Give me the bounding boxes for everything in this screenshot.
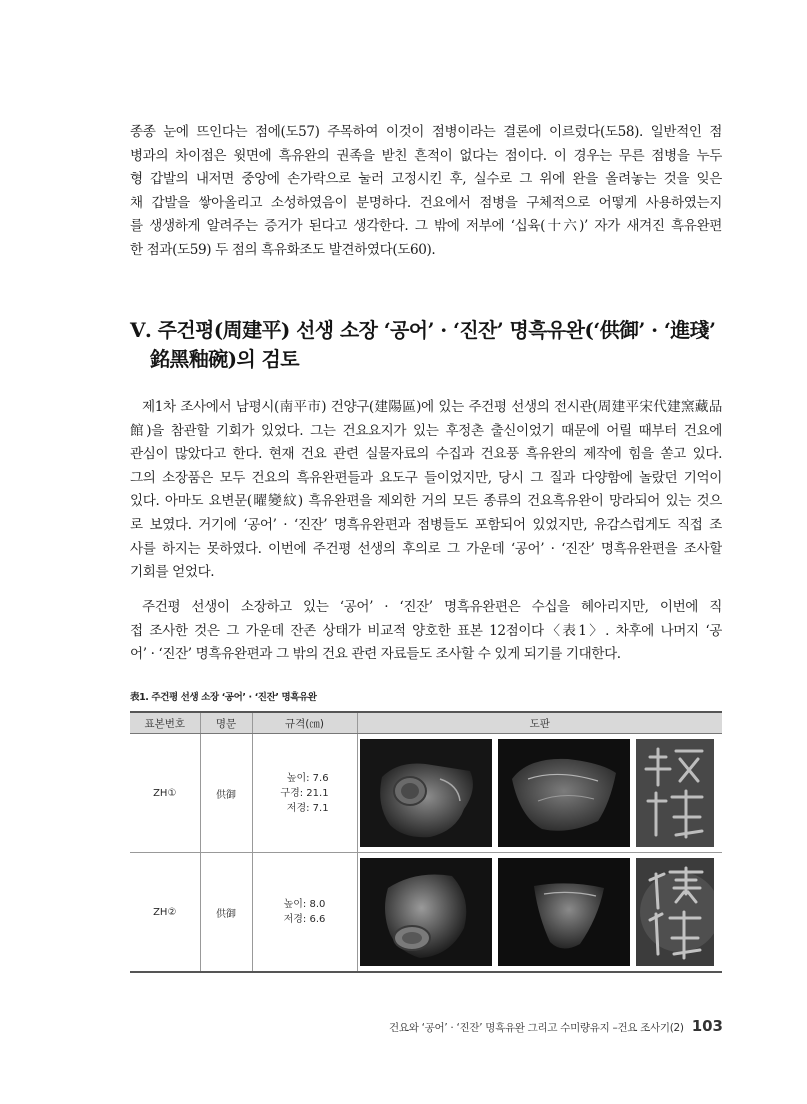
text-line: 관심이 많았다고 한다. 현재 건요 관련 실물자료의 수집과 건요풍 흑유완의 제작에 힘을 쏟고 있다. bbox=[130, 446, 722, 463]
page-number: 103 bbox=[691, 1017, 723, 1035]
text-line: 館)을 참관할 기회가 있었다. 그는 건요요지가 있는 후정촌 출신이었기 때문에 어릴 때부터 건요에 bbox=[130, 422, 722, 439]
text-line: 를 생생하게 알려주는 증거가 된다고 생각한다. 그 밖에 저부에 ‘십육(十六)’ 자가 새겨진 흑유완편 bbox=[130, 218, 722, 235]
page-footer bbox=[389, 1017, 723, 1035]
body-paragraph-1 bbox=[130, 121, 722, 263]
text-line: 접 조사한 것은 그 가운데 잔존 상태가 비교적 양호한 표본 12점이다〈表1〉. 차후에 나머지 ‘공 bbox=[130, 622, 722, 639]
text-line: 제1차 조사에서 남평시(南平市) 건양구(建陽區)에 있는 주건평 선생의 전시관(周建平宋代建窯藏品 bbox=[142, 399, 722, 415]
header-specimen-id: 표본번호 bbox=[130, 712, 200, 734]
text-line: 채 갑발을 쌓아올리고 소성하였음이 분명하다. 건요에서 점병을 구체적으로 어떻게 사용하였는지 bbox=[130, 194, 722, 211]
header-inscription: 명문 bbox=[200, 712, 252, 734]
text-line: 기회를 얻었다. bbox=[130, 564, 215, 581]
dimension-value: 저경: 6.6 bbox=[283, 914, 326, 925]
text-line: 병과의 차이점은 윗면에 흑유완의 권족을 받친 흔적이 없다는 점이다. 이 경우는 무른 점병을 누두 bbox=[130, 147, 722, 164]
running-title: 건요와 ‘공어’ · ‘진잔’ 명흑유완 그리고 수미량유지 –건요 조사기(2) bbox=[389, 1022, 684, 1034]
text-line: 종종 눈에 뜨인다는 점에(도57) 주목하여 이것이 점병이라는 결론에 이르렀다(도58). 일반적인 점 bbox=[130, 124, 722, 140]
table-row bbox=[130, 853, 722, 973]
photo-inscription-detail bbox=[636, 858, 714, 966]
text-line: 주건평 선생이 소장하고 있는 ‘공어’ · ‘진잔’ 명흑유완편은 수십을 헤아리지만, 이번에 직 bbox=[142, 599, 722, 615]
header-dimensions: 규격(㎝) bbox=[252, 712, 357, 734]
text-line: 형 갑발의 내저면 중앙에 손가락으로 눌러 고정시킨 후, 실수로 그 위에 완을 올려놓는 것을 잊은 bbox=[130, 171, 722, 188]
section-heading-line-1: Ⅴ. 주건평(周建平) 선생 소장 ‘공어’ · ‘진잔’ 명흑유완(‘供御’ · ‘進琖’ bbox=[130, 318, 716, 342]
header-plates: 도판 bbox=[357, 712, 722, 734]
section-heading-line-2: 銘黑釉碗)의 검토 bbox=[150, 347, 299, 371]
specimen-id: ZH① bbox=[130, 734, 200, 853]
dimensions bbox=[252, 734, 357, 853]
photo-bowl-exterior bbox=[360, 739, 492, 847]
text-line: 그의 소장품은 모두 건요의 흑유완편들과 요도구 들이었지만, 당시 그 질과 다양함에 놀랐던 기억이 bbox=[130, 469, 722, 486]
photo-inscription-detail bbox=[636, 739, 714, 847]
text-line: 있다. 아마도 요변문(曜變紋) 흑유완편을 제외한 거의 모든 종류의 건요흑유완이 망라되어 있는 것으 bbox=[130, 493, 722, 510]
plates-cell bbox=[357, 734, 722, 853]
table-caption: 表1. 주건평 선생 소장 ‘공어’ · ‘진잔’ 명흑유완 bbox=[130, 692, 317, 703]
dimension-value: 높이: 7.6 bbox=[286, 772, 329, 784]
inscription: 供御 bbox=[200, 734, 252, 853]
photo-bowl-interior bbox=[498, 858, 630, 966]
plates-cell bbox=[357, 853, 722, 973]
text-line: 사를 하지는 못하였다. 이번에 주건평 선생의 후의로 그 가운데 ‘공어’ · ‘진잔’ 명흑유완편을 조사할 bbox=[130, 540, 722, 557]
dimension-value: 저경: 7.1 bbox=[286, 802, 329, 814]
specimen-id: ZH② bbox=[130, 853, 200, 973]
body-paragraph-3 bbox=[130, 596, 722, 667]
table-header-row bbox=[130, 712, 722, 734]
text-line: 로 보였다. 거기에 ‘공어’ · ‘진잔’ 명흑유완편과 점병들도 포함되어 있었지만, 유감스럽게도 직접 조 bbox=[130, 516, 722, 533]
specimen-table bbox=[130, 711, 722, 973]
body-paragraph-2 bbox=[130, 396, 722, 585]
dimension-value: 구경: 21.1 bbox=[280, 787, 329, 799]
photo-bowl-exterior bbox=[360, 858, 492, 966]
section-heading bbox=[130, 316, 740, 374]
dimension-value: 높이: 8.0 bbox=[283, 899, 326, 910]
dimensions bbox=[252, 853, 357, 973]
text-line: 한 점과(도59) 두 점의 흑유화조도 발견하였다(도60). bbox=[130, 241, 436, 258]
text-line: 어’ · ‘진잔’ 명흑유완편과 그 밖의 건요 관련 자료들도 조사할 수 있게 되기를 기대한다. bbox=[130, 646, 621, 663]
inscription: 供御 bbox=[200, 853, 252, 973]
table-row bbox=[130, 734, 722, 853]
photo-bowl-interior bbox=[498, 739, 630, 847]
